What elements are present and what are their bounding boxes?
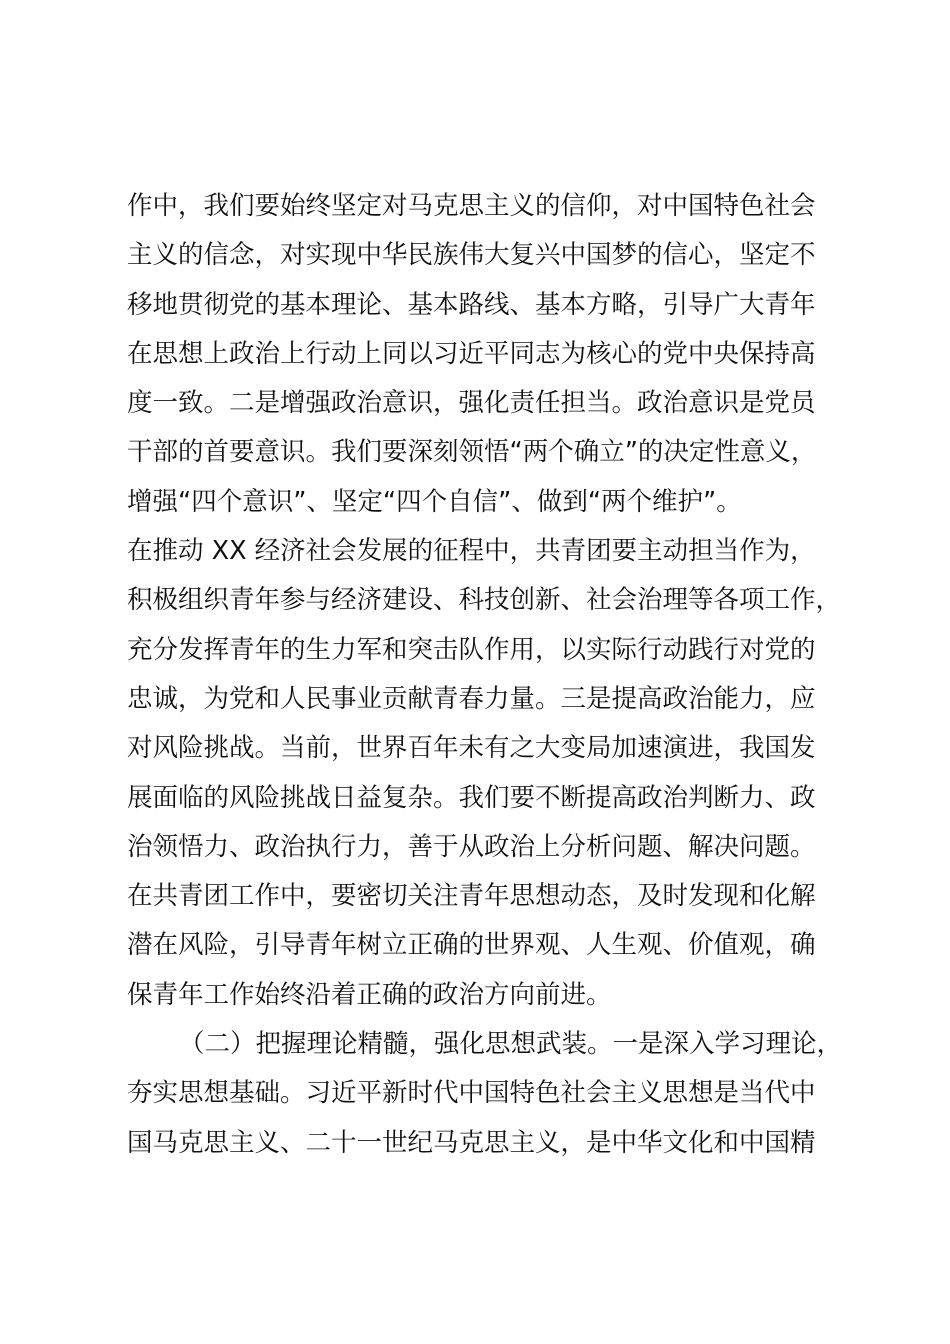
text-line: 充分发挥青年的生力军和突击队作用，以实际行动践行对党的 [127, 634, 816, 665]
text-line: 国马克思主义、二十一世纪马克思主义，是中华文化和中国精 [127, 1127, 816, 1158]
text-line: 忠诚，为党和人民事业贡献青春力量。三是提高政治能力，应 [127, 683, 816, 714]
text-line: 对风险挑战。当前，世界百年未有之大变局加速演进，我国发 [127, 733, 816, 764]
text-line: 在思想上政治上行动上同以习近平同志为核心的党中央保持高 [127, 338, 816, 369]
text-line: 夯实思想基础。习近平新时代中国特色社会主义思想是当代中 [127, 1078, 816, 1109]
text-line: 在推动 XX 经济社会发展的征程中，共青团要主动担当作为， [127, 536, 816, 567]
text-line: 度一致。二是增强政治意识，强化责任担当。政治意识是党员 [127, 388, 816, 419]
text-line: 治领悟力、政治执行力，善于从政治上分析问题、解决问题。 [127, 831, 816, 862]
text-line: 潜在风险，引导青年树立正确的世界观、人生观、价值观，确 [127, 930, 816, 961]
text-line: 在共青团工作中，要密切关注青年思想动态，及时发现和化解 [127, 881, 816, 912]
text-line: 作中，我们要始终坚定对马克思主义的信仰，对中国特色社会 [127, 191, 816, 221]
text-line: 增强“四个意识”、坚定“四个自信”、做到“两个维护”。 [127, 486, 742, 517]
text-line: 积极组织青年参与经济建设、科技创新、社会治理等各项工作， [127, 585, 842, 616]
text-line: 保青年工作始终沿着正确的政治方向前进。 [127, 979, 612, 1010]
body-text [127, 182, 867, 1168]
text-line: 展面临的风险挑战日益复杂。我们要不断提高政治判断力、政 [127, 782, 816, 813]
text-line: 干部的首要意识。我们要深刻领悟“两个确立”的决定性意义， [127, 437, 817, 468]
section-heading-line: （二）把握理论精髓，强化思想武装。一是深入学习理论， [179, 1029, 843, 1060]
text-line: 主义的信念，对实现中华民族伟大复兴中国梦的信心，坚定不 [127, 240, 816, 271]
text-line: 移地贯彻党的基本理论、基本路线、基本方略，引导广大青年 [127, 289, 816, 320]
